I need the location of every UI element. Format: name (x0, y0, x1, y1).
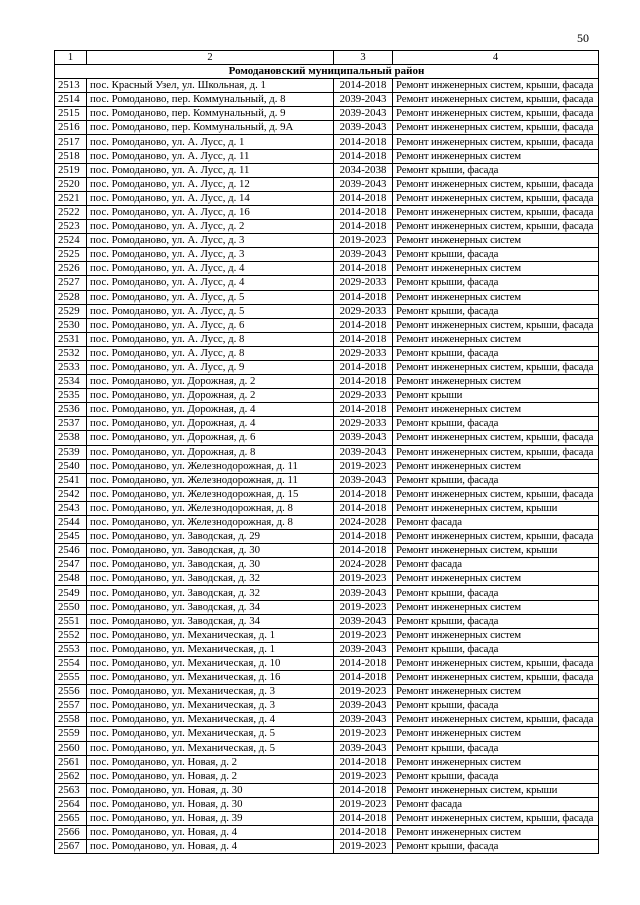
table-row (55, 177, 599, 191)
work-type-cell: Ремонт инженерных систем (393, 628, 599, 642)
work-type-cell: Ремонт инженерных систем, крыши, фасада (393, 360, 599, 374)
address-cell: пос. Ромоданово, ул. Механическая, д. 3 (87, 685, 334, 699)
address-cell: пос. Ромоданово, ул. Заводская, д. 29 (87, 530, 334, 544)
period-cell: 2014-2018 (334, 191, 393, 205)
work-type-cell: Ремонт крыши, фасада (393, 769, 599, 783)
table-row (55, 290, 599, 304)
period-cell: 2024-2028 (334, 516, 393, 530)
row-number-cell: 2557 (55, 699, 87, 713)
work-type-cell: Ремонт инженерных систем (393, 375, 599, 389)
period-cell: 2029-2033 (334, 389, 393, 403)
period-cell: 2039-2043 (334, 431, 393, 445)
period-cell: 2039-2043 (334, 445, 393, 459)
period-cell: 2039-2043 (334, 248, 393, 262)
row-number-cell: 2567 (55, 840, 87, 854)
period-cell: 2034-2038 (334, 163, 393, 177)
row-number-cell: 2563 (55, 783, 87, 797)
table-row (55, 487, 599, 501)
address-cell: пос. Ромоданово, ул. А. Лусс, д. 12 (87, 177, 334, 191)
period-cell: 2019-2023 (334, 628, 393, 642)
row-number-cell: 2561 (55, 755, 87, 769)
table-row (55, 163, 599, 177)
period-cell: 2014-2018 (334, 783, 393, 797)
row-number-cell: 2527 (55, 276, 87, 290)
registry-table-body (55, 51, 599, 854)
address-cell: пос. Ромоданово, ул. Новая, д. 30 (87, 783, 334, 797)
address-cell: пос. Ромоданово, ул. Железнодорожная, д. 8 (87, 501, 334, 515)
column-number-2: 2 (87, 51, 334, 65)
address-cell: пос. Ромоданово, ул. А. Лусс, д. 1 (87, 135, 334, 149)
table-row (55, 262, 599, 276)
address-cell: пос. Ромоданово, ул. А. Лусс, д. 11 (87, 149, 334, 163)
period-cell: 2014-2018 (334, 755, 393, 769)
table-row (55, 769, 599, 783)
period-cell: 2019-2023 (334, 600, 393, 614)
address-cell: пос. Красный Узел, ул. Школьная, д. 1 (87, 79, 334, 93)
address-cell: пос. Ромоданово, ул. Новая, д. 2 (87, 769, 334, 783)
work-type-cell: Ремонт инженерных систем, крыши, фасада (393, 79, 599, 93)
address-cell: пос. Ромоданово, ул. Новая, д. 2 (87, 755, 334, 769)
period-cell: 2019-2023 (334, 769, 393, 783)
table-row (55, 79, 599, 93)
table-row (55, 431, 599, 445)
address-cell: пос. Ромоданово, ул. Железнодорожная, д. 8 (87, 516, 334, 530)
work-type-cell: Ремонт инженерных систем, крыши, фасада (393, 121, 599, 135)
row-number-cell: 2533 (55, 360, 87, 374)
address-cell: пос. Ромоданово, ул. А. Лусс, д. 3 (87, 234, 334, 248)
row-number-cell: 2538 (55, 431, 87, 445)
address-cell: пос. Ромоданово, ул. Новая, д. 39 (87, 811, 334, 825)
row-number-cell: 2531 (55, 332, 87, 346)
row-number-cell: 2523 (55, 220, 87, 234)
period-cell: 2014-2018 (334, 318, 393, 332)
period-cell: 2039-2043 (334, 741, 393, 755)
work-type-cell: Ремонт инженерных систем, крыши, фасада (393, 220, 599, 234)
row-number-cell: 2524 (55, 234, 87, 248)
address-cell: пос. Ромоданово, ул. Заводская, д. 32 (87, 586, 334, 600)
row-number-cell: 2516 (55, 121, 87, 135)
address-cell: пос. Ромоданово, ул. Механическая, д. 1 (87, 628, 334, 642)
work-type-cell: Ремонт инженерных систем (393, 234, 599, 248)
address-cell: пос. Ромоданово, ул. Дорожная, д. 8 (87, 445, 334, 459)
table-row (55, 713, 599, 727)
period-cell: 2019-2023 (334, 840, 393, 854)
row-number-cell: 2540 (55, 459, 87, 473)
period-cell: 2014-2018 (334, 220, 393, 234)
period-cell: 2039-2043 (334, 121, 393, 135)
row-number-cell: 2532 (55, 346, 87, 360)
address-cell: пос. Ромоданово, ул. Дорожная, д. 6 (87, 431, 334, 445)
table-row (55, 811, 599, 825)
work-type-cell: Ремонт крыши, фасада (393, 840, 599, 854)
period-cell: 2014-2018 (334, 135, 393, 149)
work-type-cell: Ремонт крыши, фасада (393, 346, 599, 360)
work-type-cell: Ремонт крыши, фасада (393, 741, 599, 755)
table-row (55, 614, 599, 628)
period-cell: 2029-2033 (334, 346, 393, 360)
work-type-cell: Ремонт инженерных систем, крыши, фасада (393, 445, 599, 459)
address-cell: пос. Ромоданово, ул. А. Лусс, д. 4 (87, 276, 334, 290)
address-cell: пос. Ромоданово, пер. Коммунальный, д. 9 (87, 107, 334, 121)
work-type-cell: Ремонт инженерных систем, крыши, фасада (393, 191, 599, 205)
period-cell: 2014-2018 (334, 262, 393, 276)
row-number-cell: 2518 (55, 149, 87, 163)
row-number-cell: 2517 (55, 135, 87, 149)
address-cell: пос. Ромоданово, ул. Заводская, д. 34 (87, 614, 334, 628)
row-number-cell: 2565 (55, 811, 87, 825)
row-number-cell: 2520 (55, 177, 87, 191)
table-row (55, 840, 599, 854)
row-number-cell: 2560 (55, 741, 87, 755)
column-number-row (55, 51, 599, 65)
address-cell: пос. Ромоданово, ул. А. Лусс, д. 3 (87, 248, 334, 262)
table-row (55, 346, 599, 360)
work-type-cell: Ремонт крыши, фасада (393, 642, 599, 656)
table-row (55, 699, 599, 713)
period-cell: 2019-2023 (334, 234, 393, 248)
work-type-cell: Ремонт инженерных систем, крыши, фасада (393, 811, 599, 825)
work-type-cell: Ремонт крыши, фасада (393, 248, 599, 262)
work-type-cell: Ремонт инженерных систем, крыши, фасада (393, 107, 599, 121)
period-cell: 2014-2018 (334, 487, 393, 501)
table-row (55, 389, 599, 403)
period-cell: 2014-2018 (334, 79, 393, 93)
address-cell: пос. Ромоданово, ул. Заводская, д. 30 (87, 544, 334, 558)
address-cell: пос. Ромоданово, ул. Дорожная, д. 2 (87, 375, 334, 389)
work-type-cell: Ремонт инженерных систем, крыши, фасада (393, 177, 599, 191)
period-cell: 2014-2018 (334, 149, 393, 163)
address-cell: пос. Ромоданово, ул. Заводская, д. 30 (87, 558, 334, 572)
address-cell: пос. Ромоданово, ул. А. Лусс, д. 8 (87, 346, 334, 360)
table-row (55, 332, 599, 346)
row-number-cell: 2513 (55, 79, 87, 93)
work-type-cell: Ремонт инженерных систем, крыши, фасада (393, 318, 599, 332)
table-row (55, 544, 599, 558)
row-number-cell: 2552 (55, 628, 87, 642)
work-type-cell: Ремонт инженерных систем (393, 685, 599, 699)
row-number-cell: 2529 (55, 304, 87, 318)
table-row (55, 360, 599, 374)
row-number-cell: 2545 (55, 530, 87, 544)
address-cell: пос. Ромоданово, ул. А. Лусс, д. 14 (87, 191, 334, 205)
row-number-cell: 2566 (55, 826, 87, 840)
period-cell: 2014-2018 (334, 290, 393, 304)
row-number-cell: 2550 (55, 600, 87, 614)
row-number-cell: 2514 (55, 93, 87, 107)
period-cell: 2014-2018 (334, 656, 393, 670)
period-cell: 2019-2023 (334, 727, 393, 741)
work-type-cell: Ремонт крыши, фасада (393, 163, 599, 177)
address-cell: пос. Ромоданово, ул. А. Лусс, д. 9 (87, 360, 334, 374)
address-cell: пос. Ромоданово, ул. Дорожная, д. 4 (87, 417, 334, 431)
address-cell: пос. Ромоданово, ул. Новая, д. 4 (87, 840, 334, 854)
row-number-cell: 2541 (55, 473, 87, 487)
region-header-row (55, 65, 599, 79)
region-title: Ромодановский муниципальный район (55, 65, 599, 79)
row-number-cell: 2525 (55, 248, 87, 262)
row-number-cell: 2542 (55, 487, 87, 501)
period-cell: 2014-2018 (334, 205, 393, 219)
work-type-cell: Ремонт инженерных систем, крыши, фасада (393, 93, 599, 107)
work-type-cell: Ремонт крыши, фасада (393, 586, 599, 600)
work-type-cell: Ремонт инженерных систем, крыши, фасада (393, 431, 599, 445)
period-cell: 2039-2043 (334, 177, 393, 191)
table-row (55, 234, 599, 248)
table-row (55, 276, 599, 290)
table-row (55, 93, 599, 107)
period-cell: 2039-2043 (334, 473, 393, 487)
period-cell: 2019-2023 (334, 797, 393, 811)
table-row (55, 473, 599, 487)
work-type-cell: Ремонт инженерных систем (393, 290, 599, 304)
table-row (55, 685, 599, 699)
work-type-cell: Ремонт инженерных систем (393, 403, 599, 417)
period-cell: 2039-2043 (334, 586, 393, 600)
row-number-cell: 2515 (55, 107, 87, 121)
column-number-3: 3 (334, 51, 393, 65)
row-number-cell: 2555 (55, 671, 87, 685)
row-number-cell: 2554 (55, 656, 87, 670)
work-type-cell: Ремонт крыши, фасада (393, 304, 599, 318)
work-type-cell: Ремонт инженерных систем, крыши (393, 783, 599, 797)
table-row (55, 741, 599, 755)
address-cell: пос. Ромоданово, ул. Механическая, д. 16 (87, 671, 334, 685)
table-row (55, 318, 599, 332)
row-number-cell: 2534 (55, 375, 87, 389)
table-row (55, 783, 599, 797)
work-type-cell: Ремонт инженерных систем (393, 600, 599, 614)
address-cell: пос. Ромоданово, ул. Механическая, д. 4 (87, 713, 334, 727)
period-cell: 2039-2043 (334, 699, 393, 713)
table-row (55, 135, 599, 149)
work-type-cell: Ремонт инженерных систем (393, 459, 599, 473)
work-type-cell: Ремонт инженерных систем, крыши, фасада (393, 530, 599, 544)
table-row (55, 220, 599, 234)
work-type-cell: Ремонт инженерных систем (393, 755, 599, 769)
period-cell: 2019-2023 (334, 685, 393, 699)
period-cell: 2014-2018 (334, 811, 393, 825)
period-cell: 2029-2033 (334, 417, 393, 431)
work-type-cell: Ремонт инженерных систем (393, 572, 599, 586)
row-number-cell: 2528 (55, 290, 87, 304)
table-row (55, 304, 599, 318)
row-number-cell: 2558 (55, 713, 87, 727)
period-cell: 2014-2018 (334, 501, 393, 515)
period-cell: 2014-2018 (334, 544, 393, 558)
period-cell: 2014-2018 (334, 403, 393, 417)
address-cell: пос. Ромоданово, ул. А. Лусс, д. 4 (87, 262, 334, 276)
table-row (55, 403, 599, 417)
work-type-cell: Ремонт инженерных систем, крыши, фасада (393, 713, 599, 727)
work-type-cell: Ремонт инженерных систем, крыши, фасада (393, 135, 599, 149)
row-number-cell: 2556 (55, 685, 87, 699)
table-row (55, 727, 599, 741)
table-row (55, 755, 599, 769)
address-cell: пос. Ромоданово, ул. А. Лусс, д. 8 (87, 332, 334, 346)
period-cell: 2019-2023 (334, 572, 393, 586)
address-cell: пос. Ромоданово, ул. А. Лусс, д. 5 (87, 290, 334, 304)
work-type-cell: Ремонт инженерных систем, крыши (393, 501, 599, 515)
table-row (55, 797, 599, 811)
address-cell: пос. Ромоданово, ул. Дорожная, д. 4 (87, 403, 334, 417)
address-cell: пос. Ромоданово, ул. А. Лусс, д. 5 (87, 304, 334, 318)
column-number-4: 4 (393, 51, 599, 65)
address-cell: пос. Ромоданово, ул. Механическая, д. 3 (87, 699, 334, 713)
table-row (55, 205, 599, 219)
row-number-cell: 2537 (55, 417, 87, 431)
work-type-cell: Ремонт крыши, фасада (393, 473, 599, 487)
address-cell: пос. Ромоданово, ул. А. Лусс, д. 2 (87, 220, 334, 234)
address-cell: пос. Ромоданово, ул. Железнодорожная, д. 11 (87, 459, 334, 473)
table-row (55, 375, 599, 389)
table-row (55, 628, 599, 642)
table-row (55, 501, 599, 515)
row-number-cell: 2530 (55, 318, 87, 332)
address-cell: пос. Ромоданово, пер. Коммунальный, д. 8 (87, 93, 334, 107)
work-type-cell: Ремонт фасада (393, 558, 599, 572)
page-number: 50 (577, 31, 589, 45)
period-cell: 2039-2043 (334, 642, 393, 656)
period-cell: 2014-2018 (334, 671, 393, 685)
table-row (55, 671, 599, 685)
table-row (55, 107, 599, 121)
work-type-cell: Ремонт инженерных систем (393, 149, 599, 163)
row-number-cell: 2549 (55, 586, 87, 600)
table-row (55, 572, 599, 586)
period-cell: 2039-2043 (334, 713, 393, 727)
row-number-cell: 2539 (55, 445, 87, 459)
row-number-cell: 2522 (55, 205, 87, 219)
work-type-cell: Ремонт инженерных систем, крыши, фасада (393, 656, 599, 670)
work-type-cell: Ремонт инженерных систем (393, 826, 599, 840)
address-cell: пос. Ромоданово, пер. Коммунальный, д. 9А (87, 121, 334, 135)
period-cell: 2014-2018 (334, 360, 393, 374)
table-row (55, 445, 599, 459)
row-number-cell: 2553 (55, 642, 87, 656)
row-number-cell: 2547 (55, 558, 87, 572)
row-number-cell: 2526 (55, 262, 87, 276)
row-number-cell: 2562 (55, 769, 87, 783)
work-type-cell: Ремонт инженерных систем, крыши, фасада (393, 487, 599, 501)
address-cell: пос. Ромоданово, ул. Железнодорожная, д. 15 (87, 487, 334, 501)
table-row (55, 586, 599, 600)
period-cell: 2014-2018 (334, 826, 393, 840)
work-type-cell: Ремонт инженерных систем (393, 262, 599, 276)
address-cell: пос. Ромоданово, ул. Заводская, д. 32 (87, 572, 334, 586)
table-row (55, 642, 599, 656)
period-cell: 2039-2043 (334, 107, 393, 121)
row-number-cell: 2521 (55, 191, 87, 205)
row-number-cell: 2548 (55, 572, 87, 586)
work-type-cell: Ремонт инженерных систем, крыши, фасада (393, 671, 599, 685)
table-row (55, 600, 599, 614)
registry-table (54, 50, 599, 854)
address-cell: пос. Ромоданово, ул. Железнодорожная, д. 11 (87, 473, 334, 487)
row-number-cell: 2519 (55, 163, 87, 177)
work-type-cell: Ремонт крыши, фасада (393, 699, 599, 713)
table-row (55, 248, 599, 262)
work-type-cell: Ремонт крыши, фасада (393, 417, 599, 431)
period-cell: 2039-2043 (334, 614, 393, 628)
work-type-cell: Ремонт крыши, фасада (393, 614, 599, 628)
address-cell: пос. Ромоданово, ул. Дорожная, д. 2 (87, 389, 334, 403)
work-type-cell: Ремонт инженерных систем (393, 332, 599, 346)
row-number-cell: 2564 (55, 797, 87, 811)
work-type-cell: Ремонт крыши (393, 389, 599, 403)
work-type-cell: Ремонт инженерных систем (393, 727, 599, 741)
work-type-cell: Ремонт инженерных систем, крыши, фасада (393, 205, 599, 219)
address-cell: пос. Ромоданово, ул. Механическая, д. 5 (87, 727, 334, 741)
period-cell: 2039-2043 (334, 93, 393, 107)
table-row (55, 149, 599, 163)
table-row (55, 826, 599, 840)
row-number-cell: 2536 (55, 403, 87, 417)
row-number-cell: 2544 (55, 516, 87, 530)
address-cell: пос. Ромоданово, ул. Механическая, д. 1 (87, 642, 334, 656)
work-type-cell: Ремонт фасада (393, 516, 599, 530)
table-row (55, 656, 599, 670)
work-type-cell: Ремонт фасада (393, 797, 599, 811)
row-number-cell: 2546 (55, 544, 87, 558)
period-cell: 2014-2018 (334, 332, 393, 346)
work-type-cell: Ремонт инженерных систем, крыши (393, 544, 599, 558)
row-number-cell: 2559 (55, 727, 87, 741)
period-cell: 2014-2018 (334, 530, 393, 544)
address-cell: пос. Ромоданово, ул. Механическая, д. 10 (87, 656, 334, 670)
table-row (55, 191, 599, 205)
table-row (55, 558, 599, 572)
table-row (55, 516, 599, 530)
table-row (55, 530, 599, 544)
address-cell: пос. Ромоданово, ул. Заводская, д. 34 (87, 600, 334, 614)
period-cell: 2014-2018 (334, 375, 393, 389)
period-cell: 2029-2033 (334, 304, 393, 318)
row-number-cell: 2535 (55, 389, 87, 403)
column-number-1: 1 (55, 51, 87, 65)
work-type-cell: Ремонт крыши, фасада (393, 276, 599, 290)
period-cell: 2029-2033 (334, 276, 393, 290)
row-number-cell: 2551 (55, 614, 87, 628)
period-cell: 2019-2023 (334, 459, 393, 473)
table-row (55, 417, 599, 431)
table-row (55, 121, 599, 135)
address-cell: пос. Ромоданово, ул. А. Лусс, д. 6 (87, 318, 334, 332)
period-cell: 2024-2028 (334, 558, 393, 572)
address-cell: пос. Ромоданово, ул. А. Лусс, д. 16 (87, 205, 334, 219)
address-cell: пос. Ромоданово, ул. Механическая, д. 5 (87, 741, 334, 755)
address-cell: пос. Ромоданово, ул. Новая, д. 4 (87, 826, 334, 840)
row-number-cell: 2543 (55, 501, 87, 515)
table-row (55, 459, 599, 473)
address-cell: пос. Ромоданово, ул. Новая, д. 30 (87, 797, 334, 811)
address-cell: пос. Ромоданово, ул. А. Лусс, д. 11 (87, 163, 334, 177)
